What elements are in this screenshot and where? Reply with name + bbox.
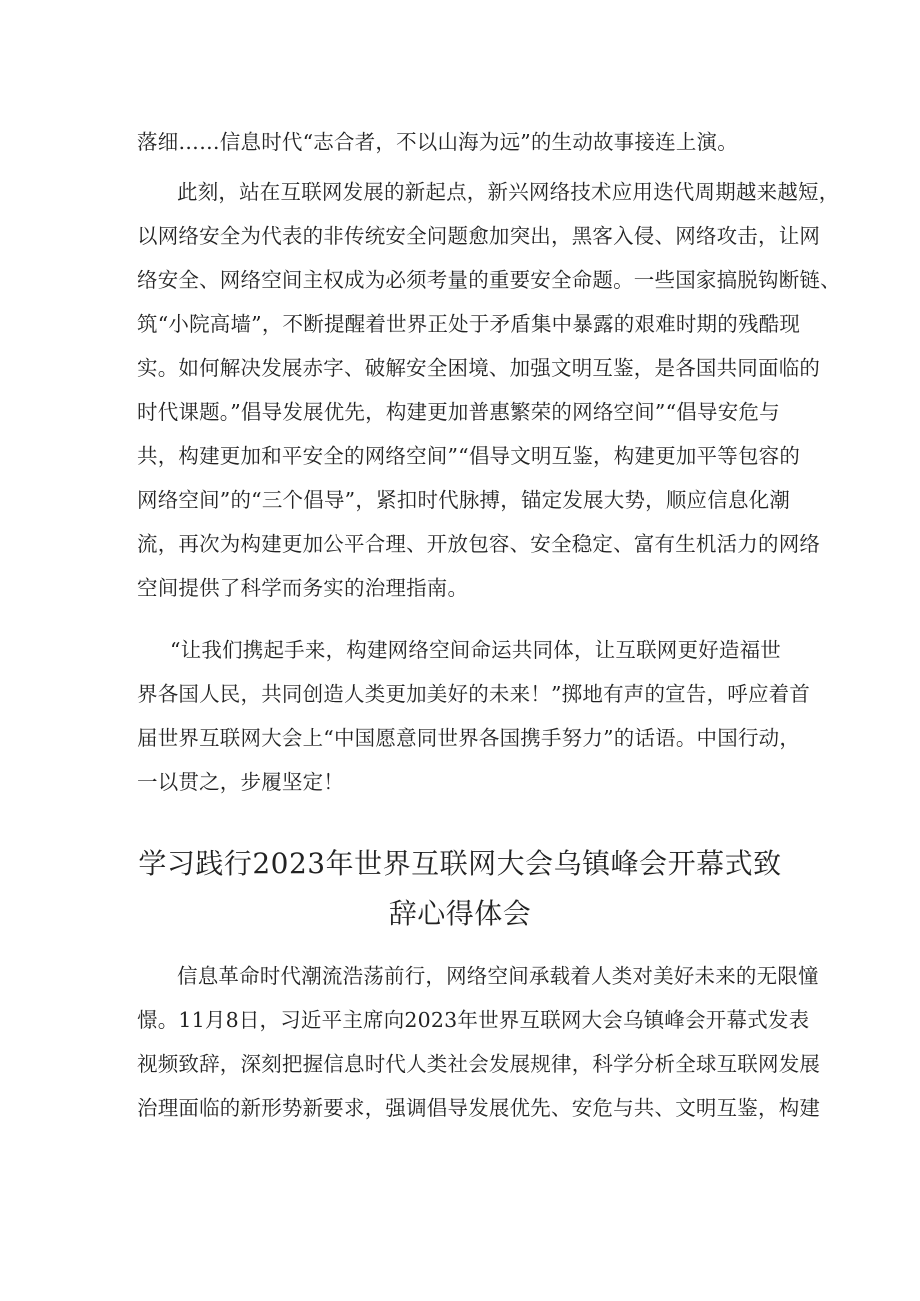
text-line: 空间提供了科学而务实的治理指南。: [137, 576, 469, 600]
text-line: 流，再次为构建更加公平合理、开放包容、安全稳定、富有生机活力的网络: [137, 532, 821, 556]
text-line: 憬。11月8日，习近平主席向2023年世界互联网大会乌镇峰会开幕式发表: [137, 1008, 810, 1032]
text-line: 共，构建更加和平安全的网络空间”“倡导文明互鉴，构建更加平等包容的: [137, 444, 801, 468]
text-line: 此刻，站在互联网发展的新起点，新兴网络技术应用迭代周期越来越短，: [177, 180, 840, 204]
text-line: 届世界互联网大会上“中国愿意同世界各国携手努力”的话语。中国行动，: [137, 726, 801, 750]
text-line: 视频致辞，深刻把握信息时代人类社会发展规律，科学分析全球互联网发展: [137, 1052, 821, 1076]
text-line: 时代课题。”倡导发展优先，构建更加普惠繁荣的网络空间”“倡导安危与: [137, 400, 780, 424]
text-line: 络安全、网络空间主权成为必须考量的重要安全命题。一些国家搞脱钩断链、: [137, 268, 841, 292]
text-line: 界各国人民，共同创造人类更加美好的未来！”掷地有声的宣告，呼应着首: [137, 682, 811, 706]
text-line: 以网络安全为代表的非传统安全问题愈加突出，黑客入侵、网络攻击，让网: [137, 224, 821, 248]
text-line: 实。如何解决发展赤字、破解安全困境、加强文明互鉴，是各国共同面临的: [137, 356, 821, 380]
text-line: 网络空间”的“三个倡导”，紧扣时代脉搏，锚定发展大势，顺应信息化潮: [137, 488, 791, 512]
text-line: 信息革命时代潮流浩荡前行，网络空间承载着人类对美好未来的无限憧: [177, 964, 819, 988]
text-line: 筑“小院高墙”，不断提醒着世界正处于矛盾集中暴露的艰难时期的残酷现: [137, 312, 801, 336]
text-line: 落细……信息时代“志合者，不以山海为远”的生动故事接连上演。: [137, 130, 738, 154]
text-line: 治理面临的新形势新要求，强调倡导发展优先、安危与共、文明互鉴，构建: [137, 1096, 821, 1120]
text-line: 一以贯之，步履坚定！: [137, 770, 344, 794]
title-line: 学习践行2023年世界互联网大会乌镇峰会开幕式致: [138, 847, 782, 880]
title-line: 辞心得体会: [388, 897, 532, 930]
text-line: “让我们携起手来，构建网络空间命运共同体，让互联网更好造福世: [170, 638, 781, 662]
